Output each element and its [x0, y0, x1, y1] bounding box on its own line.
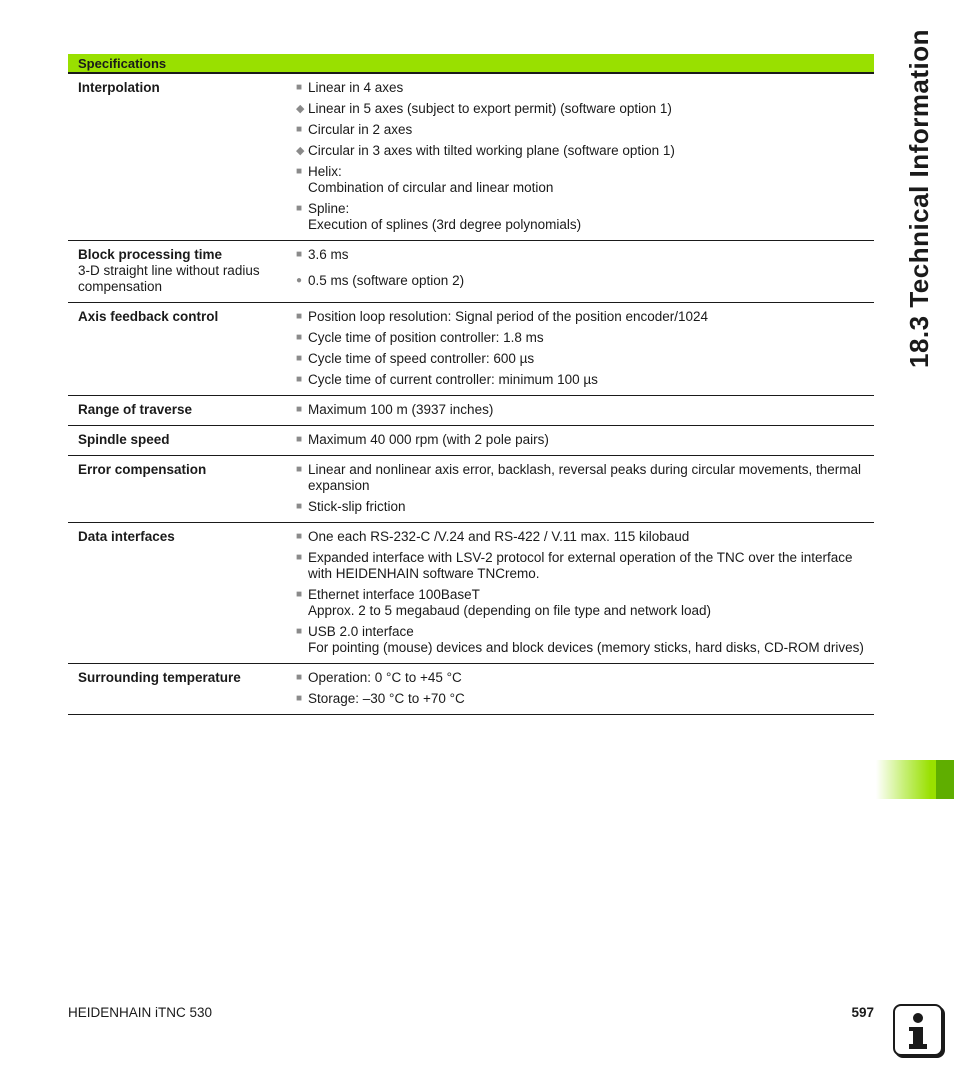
spec-item [296, 529, 866, 545]
spec-item-text: One each RS-232-C /V.24 and RS-422 / V.11 max. 115 kilobaud [308, 529, 690, 544]
spec-label-title: Range of traverse [78, 402, 193, 417]
spec-item [296, 402, 866, 418]
diamond-bullet-icon [296, 101, 304, 118]
square-bullet-icon [296, 122, 302, 138]
spec-table [68, 54, 874, 715]
spec-item-list [296, 309, 874, 388]
spec-item [296, 624, 866, 656]
spec-label-title: Axis feedback control [78, 309, 219, 324]
spec-item [296, 122, 866, 138]
spec-item-list [296, 80, 874, 233]
spec-item [296, 330, 866, 346]
spec-item-text: Linear and nonlinear axis error, backlash, reversal peaks during circular movements, thermal expansion [308, 462, 862, 493]
square-bullet-icon [296, 587, 302, 603]
section-title-text: 18.3 Technical Information [904, 28, 934, 368]
spec-label [68, 529, 296, 656]
spec-item-text: Approx. 2 to 5 megabaud (depending on file type and network load) [308, 603, 712, 618]
square-bullet-icon [296, 499, 302, 515]
spec-item-list [296, 402, 874, 418]
spec-table-header [68, 54, 874, 74]
page-number: 597 [851, 1005, 874, 1020]
footer-product-name: HEIDENHAIN iTNC 530 [68, 1005, 213, 1020]
spec-row [68, 664, 874, 715]
spec-label-title: Spindle speed [78, 432, 170, 447]
spec-row [68, 396, 874, 426]
spec-item-text: Maximum 40 000 rpm (with 2 pole pairs) [308, 432, 549, 447]
spec-item-text: Cycle time of position controller: 1.8 ms [308, 330, 544, 345]
square-bullet-icon [296, 372, 302, 388]
spec-item-text: Cycle time of current controller: minimum 100 µs [308, 372, 598, 387]
spec-label [68, 670, 296, 707]
spec-item-list [296, 529, 874, 656]
spec-item-text: Stick-slip friction [308, 499, 406, 514]
spec-item-text: USB 2.0 interface [308, 624, 414, 639]
spec-item-text: Execution of splines (3rd degree polynomials) [308, 217, 582, 232]
spec-item [296, 201, 866, 233]
spec-label-subtitle: 3-D straight line without radius compensation [78, 263, 260, 294]
spec-label [68, 247, 296, 295]
spec-item-text: Linear in 4 axes [308, 80, 404, 95]
spec-label [68, 80, 296, 233]
spec-item-text: Helix: [308, 164, 342, 179]
square-bullet-icon [296, 624, 302, 640]
spec-item-text: Circular in 2 axes [308, 122, 413, 137]
spec-item-list [296, 247, 874, 295]
spec-rows [68, 74, 874, 715]
square-bullet-icon [296, 351, 302, 367]
spec-item-text: Operation: 0 °C to +45 °C [308, 670, 462, 685]
spec-item-text: Cycle time of speed controller: 600 µs [308, 351, 535, 366]
spec-item-text: Linear in 5 axes (subject to export permit) (software option 1) [308, 101, 672, 116]
square-bullet-icon [296, 691, 302, 707]
spec-item-list [296, 670, 874, 707]
spec-item-text: Storage: –30 °C to +70 °C [308, 691, 465, 706]
spec-table-title: Specifications [78, 55, 167, 71]
spec-item [296, 691, 866, 707]
spec-label [68, 462, 296, 515]
spec-row [68, 303, 874, 396]
spec-item [296, 372, 866, 388]
spec-row [68, 74, 874, 241]
spec-item-text: Spline: [308, 201, 350, 216]
square-bullet-icon [296, 309, 302, 325]
spec-item-text: Circular in 3 axes with tilted working plane (software option 1) [308, 143, 675, 158]
spec-item [296, 101, 866, 117]
section-side-title [893, 28, 943, 370]
info-icon-dot [913, 1013, 923, 1023]
spec-item-text: 3.6 ms [308, 247, 349, 262]
square-bullet-icon [296, 201, 302, 217]
square-bullet-icon [296, 402, 302, 418]
square-bullet-icon [296, 529, 302, 545]
square-bullet-icon [296, 550, 302, 566]
spec-item-text: Ethernet interface 100BaseT [308, 587, 480, 602]
spec-row [68, 426, 874, 456]
spec-label [68, 402, 296, 418]
circle-bullet-icon [296, 273, 302, 289]
spec-item [296, 143, 866, 159]
spec-item [296, 351, 866, 367]
spec-item-text: Maximum 100 m (3937 inches) [308, 402, 494, 417]
spec-item [296, 164, 866, 196]
square-bullet-icon [296, 330, 302, 346]
info-icon [893, 1004, 943, 1056]
spec-item-list [296, 432, 874, 448]
spec-item [296, 499, 866, 515]
square-bullet-icon [296, 164, 302, 180]
square-bullet-icon [296, 462, 302, 478]
spec-item-list [296, 462, 874, 515]
spec-item-text: For pointing (mouse) devices and block devices (memory sticks, hard disks, CD-ROM drives) [308, 640, 864, 655]
spec-row [68, 523, 874, 664]
spec-item [296, 462, 866, 494]
square-bullet-icon [296, 670, 302, 686]
spec-row [68, 241, 874, 303]
spec-item [296, 273, 866, 289]
chapter-tab-marker-dark [936, 760, 954, 799]
spec-label-title: Error compensation [78, 462, 207, 477]
square-bullet-icon [296, 247, 302, 263]
spec-label-title: Block processing time [78, 247, 223, 262]
spec-item-text: 0.5 ms (software option 2) [308, 273, 465, 288]
spec-item-text: Combination of circular and linear motion [308, 180, 554, 195]
diamond-bullet-icon [296, 143, 304, 160]
spec-row [68, 456, 874, 523]
spec-label-title: Surrounding temperature [78, 670, 241, 685]
spec-item [296, 247, 866, 263]
spec-label-title: Data interfaces [78, 529, 175, 544]
spec-item-text: Position loop resolution: Signal period of the position encoder/1024 [308, 309, 709, 324]
spec-label [68, 309, 296, 388]
spec-item [296, 587, 866, 619]
square-bullet-icon [296, 432, 302, 448]
spec-item [296, 550, 866, 582]
spec-item [296, 80, 866, 96]
spec-item [296, 309, 866, 325]
info-icon-base [909, 1044, 927, 1049]
spec-label-title: Interpolation [78, 80, 160, 95]
spec-item [296, 670, 866, 686]
spec-label [68, 432, 296, 448]
spec-item-text: Expanded interface with LSV-2 protocol for external operation of the TNC over the interface with HEIDENHAIN software TNCremo. [308, 550, 853, 581]
spec-item [296, 432, 866, 448]
square-bullet-icon [296, 80, 302, 96]
